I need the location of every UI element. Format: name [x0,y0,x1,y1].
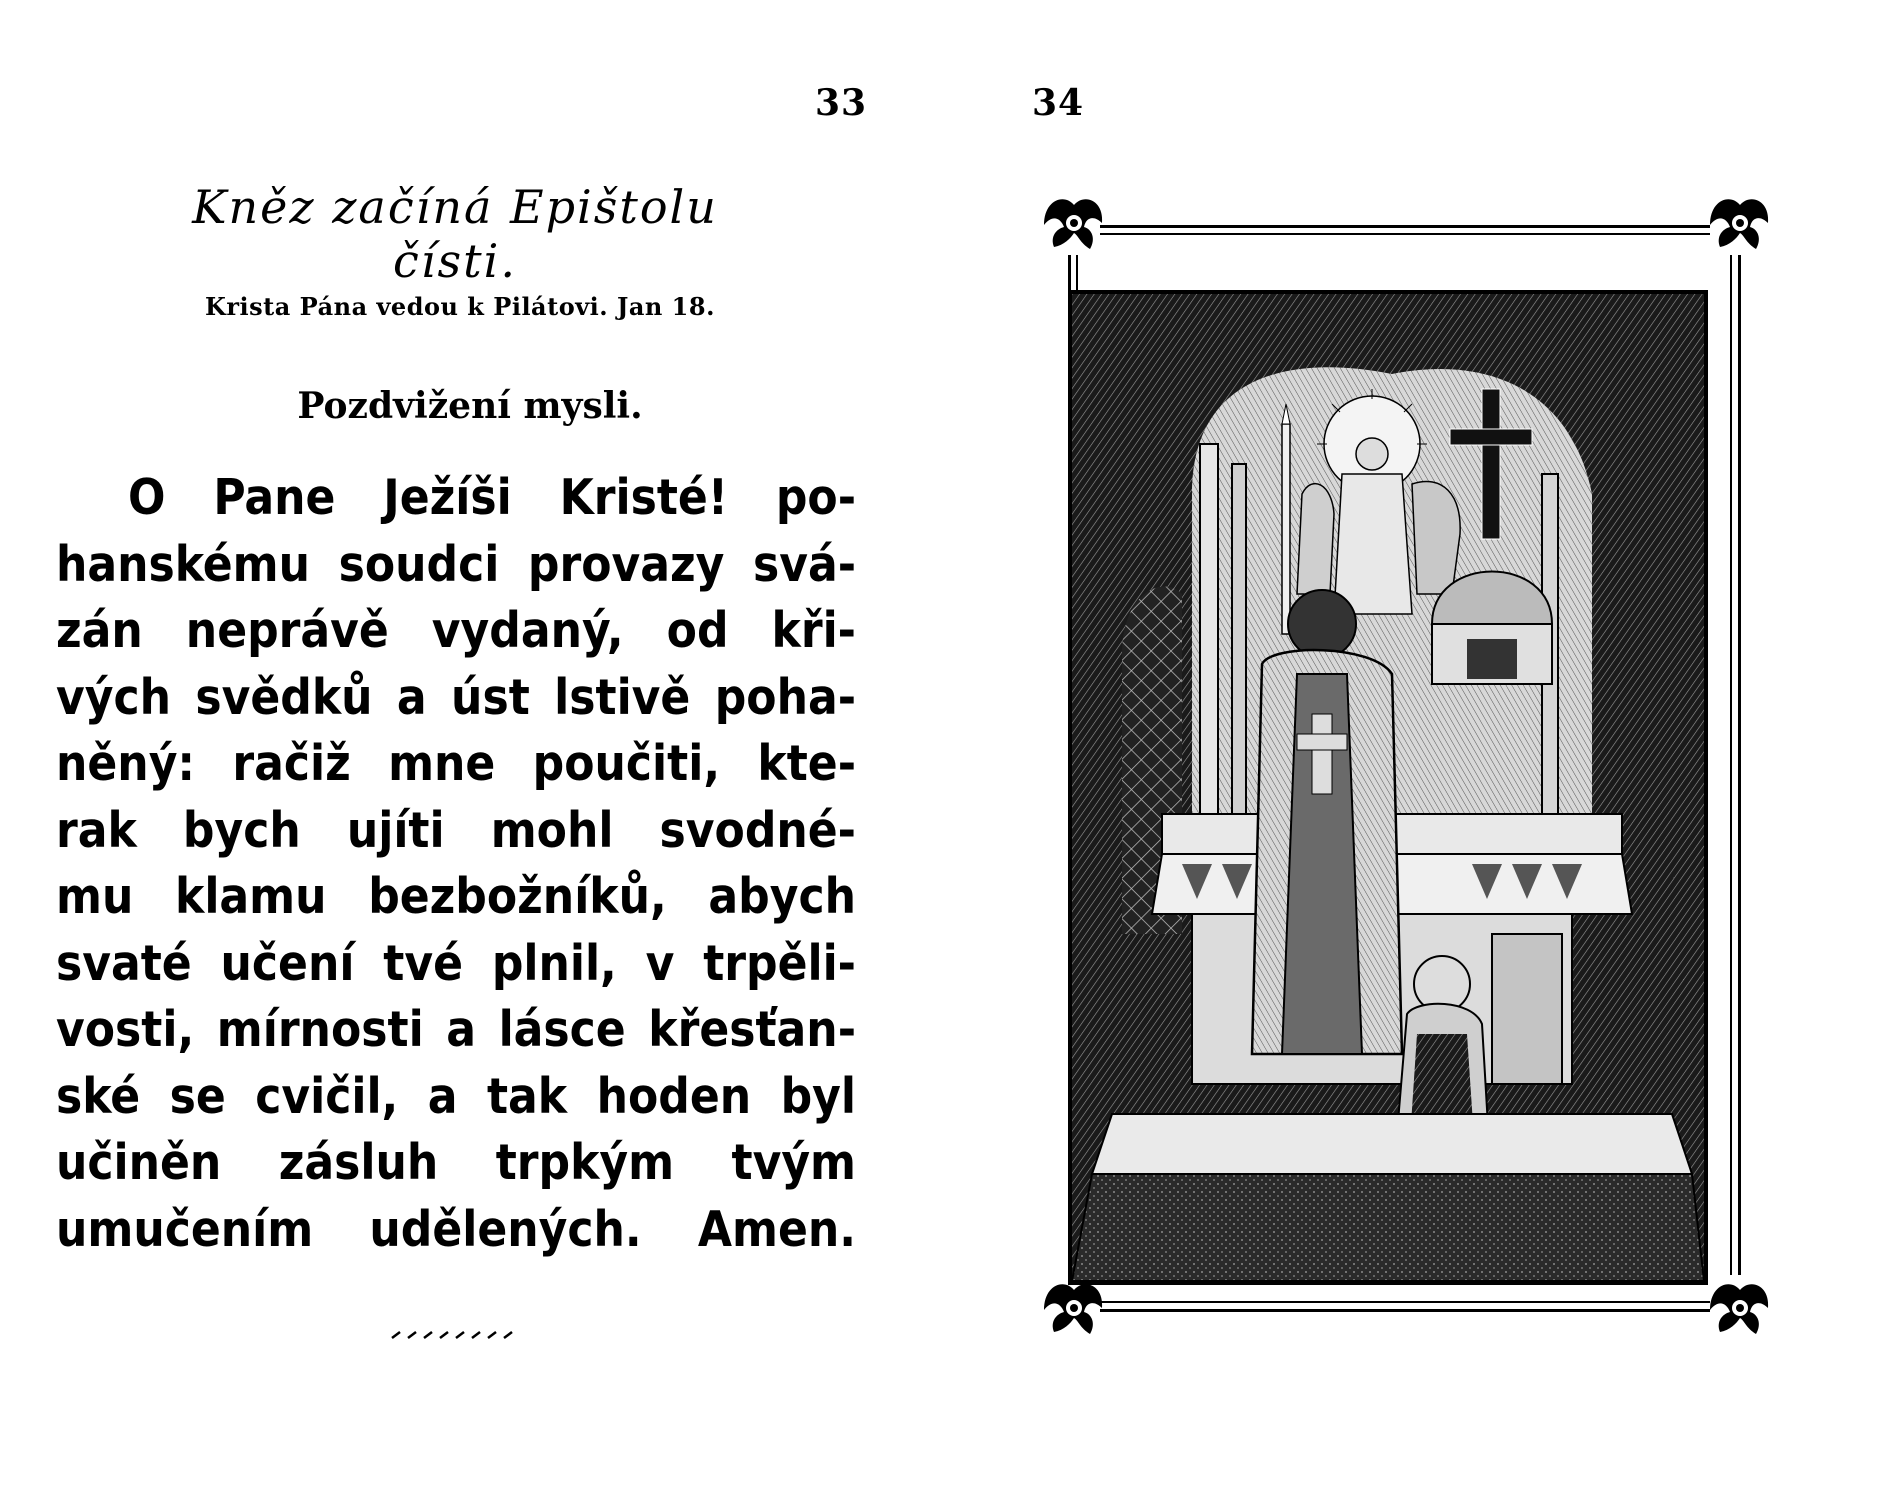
prayer-line: umučením udělených. Amen. [56,1200,856,1258]
right-page [940,0,1892,1500]
prayer-line: zán neprávě vydaný, od kři- [56,602,856,659]
prayer-line: něný: račiž mne poučiti, kte- [56,735,856,792]
end-ornament [390,1328,520,1342]
prayer-line: vosti, mírnosti a lásce křesťan- [56,1001,856,1058]
page-number: 33 [815,82,868,124]
prayer-line: učiněn zásluh trpkým tvým [56,1134,856,1191]
prayer-line: O Pane Ježíši Kristé! po- [128,469,856,526]
corner-ornament-icon [1034,185,1114,265]
prayer-line: ské se cvičil, a tak hoden byl [56,1067,856,1125]
section-heading: Kněz začíná Epištolu čísti. [192,180,718,288]
prayer-line: hanskému soudci provazy svá- [56,535,856,593]
corner-ornament-icon [1700,185,1780,265]
scene-caption: Krista Pána vedou k Pilátovi. Jan 18. [205,292,715,321]
prayer-line: vých svědků a úst lstivě poha- [56,668,856,726]
prayer-line: svaté učení tvé plnil, v trpěli- [56,934,856,992]
prayer-body [56,465,856,1263]
prayer-heading: Pozdvižení mysli. [297,385,643,427]
prayer-line: rak bych ujíti mohl svodné- [56,801,856,859]
prayer-line: mu klamu bezbožníků, abych [56,868,856,925]
page-number: 34 [1032,82,1085,124]
engraving-illustration [1068,290,1708,1285]
left-page [0,0,940,1500]
corner-ornament-icon [1700,1270,1780,1350]
